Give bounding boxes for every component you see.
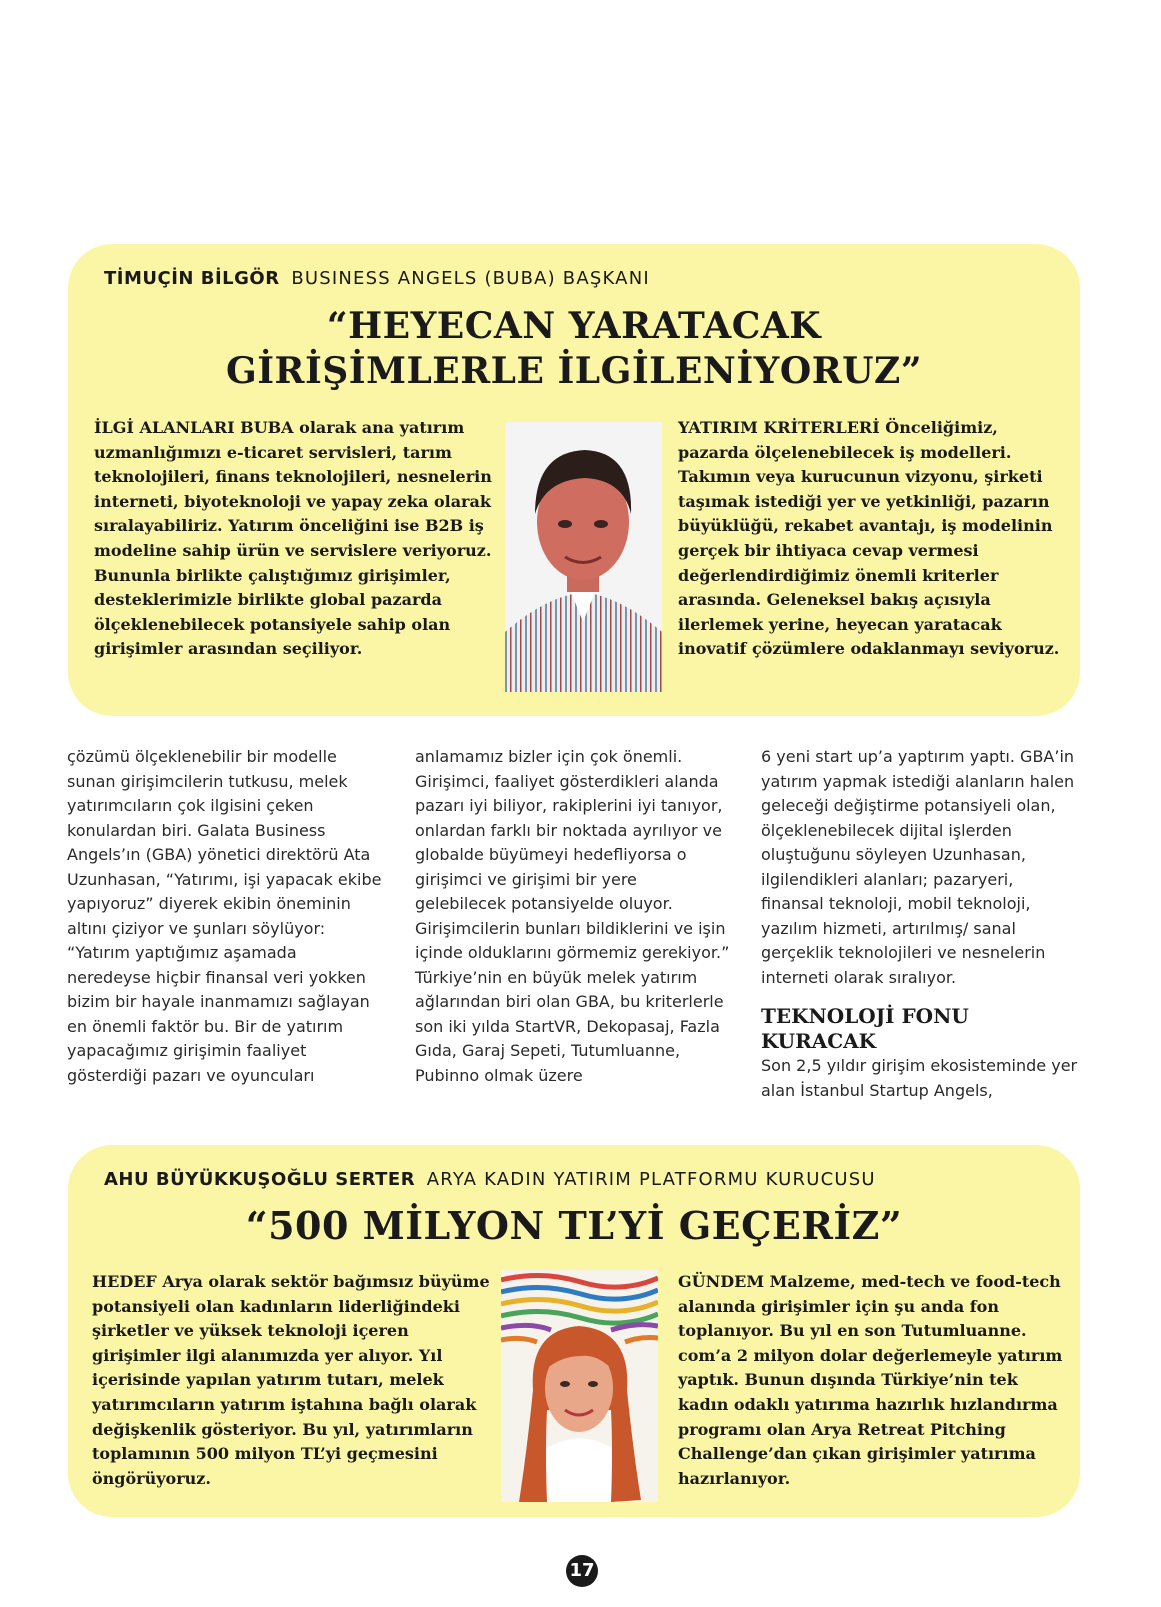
person-role: ARYA KADIN YATIRIM PLATFORMU KURUCUSU bbox=[426, 1169, 876, 1190]
body-column-3-after: Son 2,5 yıldır girişim ekosisteminde yer alan İstanbul Startup Angels, bbox=[761, 1056, 1078, 1100]
column-interests bbox=[94, 416, 494, 662]
body-column-1: çözümü ölçeklenebilir bir modelle sunan girişimcilerin tutkusu, melek yatırımcıların çok ilgisini çeken konulardan biri. Galata Business Angels’ın (GBA) yönetici direktörü Ata Uzunhasan, “Yatırımı, işi yapacak ekibe yapıyoruz” diyerek ekibin öneminin altını çiziyor ve şunları söylüyor: “Yatırım yaptığımız aşamada neredeyse hiçbir finansal veri yokken bizim bir hayale inanmamızı sağlayan en önemli faktör bu. Bir de yatırım yapacağımız girişimin faaliyet gösterdiği pazarı ve oyuncuları bbox=[67, 747, 382, 1085]
column-text: Malzeme, med-tech ve food-tech alanında girişimler için şu anda fon toplanıyor. Bu yıl en son Tutumluanne. com’a 2 milyon dolar değerlemeyle yatırım yaptık. Bunun dışında Türkiye’nin tek kadın odaklı yatırıma hazırlık hızlandırma programı olan Arya Retreat Pitching Challenge’dan çıkan girişimler yatırıma hazırlanıyor. bbox=[678, 1272, 1063, 1488]
headline-line-1: “HEYECAN YARATACAK bbox=[326, 305, 822, 347]
page-number: 17 bbox=[566, 1555, 598, 1587]
portrait-photo-bilgor bbox=[505, 422, 662, 692]
interview-box-bilgor bbox=[68, 244, 1080, 716]
body-column-2: anlamamız bizler için çok önemli. Girişimci, faaliyet gösterdikleri alanda pazarı iyi biliyor, rakiplerini iyi tanıyor, onlardan farklı bir noktada ayrılıyor ve globalde büyümeyi hedefliyorsa o girişimci ve girişimi bir yere gelebilecek potansiyelde oluyor. Girişimcilerin bunları bildiklerini ve işin içinde olduklarını görmemiz gerekiyor.” Türkiye’nin en büyük melek yatırım ağlarından biri olan GBA, bu kriterlerle son iki yılda StartVR, Dekopasaj, Fazla Gıda, Garaj Sepeti, Tutumluanne, Pubinno olmak üzere bbox=[415, 747, 730, 1085]
column-agenda bbox=[678, 1270, 1070, 1491]
column-lead: GÜNDEM bbox=[678, 1272, 765, 1291]
byline bbox=[104, 268, 650, 289]
person-name: AHU BÜYÜKKUŞOĞLU SERTER bbox=[104, 1169, 416, 1190]
column-criteria bbox=[678, 416, 1070, 662]
headline-line-2: GİRİŞİMLERLE İLGİLENİYORUZ” bbox=[225, 350, 923, 392]
column-lead: İLGİ ALANLARI bbox=[94, 418, 235, 437]
column-text: Önceliğimiz, pazarda ölçelenebilecek iş modelleri. Takımın veya kurucunun vizyonu, şirketi taşımak istediği yer ve yetkinliği, pazarın büyüklüğü, rekabet avantajı, iş modelinin gerçek bir ihtiyaca cevap vermesi değerlendirdiğimiz önemli kriterler arasında. Geleneksel bakış açısıyla ilerlemek yerine, heyecan yaratacak inovatif çözümlere odaklanmayı seviyoruz. bbox=[678, 418, 1060, 659]
headline bbox=[68, 304, 1080, 394]
byline bbox=[104, 1169, 876, 1190]
column-lead: HEDEF bbox=[92, 1272, 157, 1291]
column-lead: YATIRIM KRİTERLERİ bbox=[678, 418, 880, 437]
body-column-3 bbox=[761, 745, 1079, 1103]
person-name: TİMUÇİN BİLGÖR bbox=[104, 268, 280, 289]
portrait-photo-serter bbox=[501, 1270, 658, 1502]
person-role: BUSINESS ANGELS (BUBA) BAŞKANI bbox=[291, 268, 650, 289]
column-target bbox=[92, 1270, 492, 1491]
subheading: TEKNOLOJİ FONU KURACAK bbox=[761, 1004, 969, 1053]
column-text: BUBA olarak ana yatırım uzmanlığımızı e-ticaret servisleri, tarım teknolojileri, finans teknolojileri, nesnelerin interneti, biyoteknoloji ve yapay zeka olarak sıralayabiliriz. Yatırım önceliğini ise B2B iş modeline sahip ürün ve servislere veriyoruz. Bununla birlikte çalıştığımız girişimler, desteklerimizle birlikte global pazarda ölçeklenebilecek potansiyele sahip olan girişimler arasından seçiliyor. bbox=[94, 418, 492, 659]
body-column-3-text: 6 yeni start up’a yaptırım yaptı. GBA’in yatırım yapmak istediği alanların halen geleceği değiştirme potansiyeli olan, ölçeklenebilecek dijital işlerden oluştuğunu söyleyen Uzunhasan, ilgilendikleri alanları; pazaryeri, finansal teknoloji, mobil teknoloji, yazılım hizmeti, artırılmış/ sanal gerçeklik teknolojileri ve nesnelerin interneti olarak sıralıyor. bbox=[761, 747, 1075, 987]
portrait-illustration bbox=[505, 422, 662, 692]
interview-box-serter bbox=[68, 1145, 1080, 1517]
portrait-illustration bbox=[501, 1270, 658, 1502]
column-text: Arya olarak sektör bağımsız büyüme potansiyeli olan kadınların liderliğindeki şirketler ve yüksek teknoloji içeren girişimler ilgi alanımızda yer alıyor. Yıl içerisinde yapılan yatırım tutarı, melek yatırımcıların yatırım iştahına bağlı olarak değişkenlik gösteriyor. Bu yıl, yatırımların toplamının 500 milyon TL’yi geçmesini öngörüyoruz. bbox=[92, 1272, 490, 1488]
headline: “500 MİLYON TL’Yİ GEÇERİZ” bbox=[245, 1203, 903, 1248]
